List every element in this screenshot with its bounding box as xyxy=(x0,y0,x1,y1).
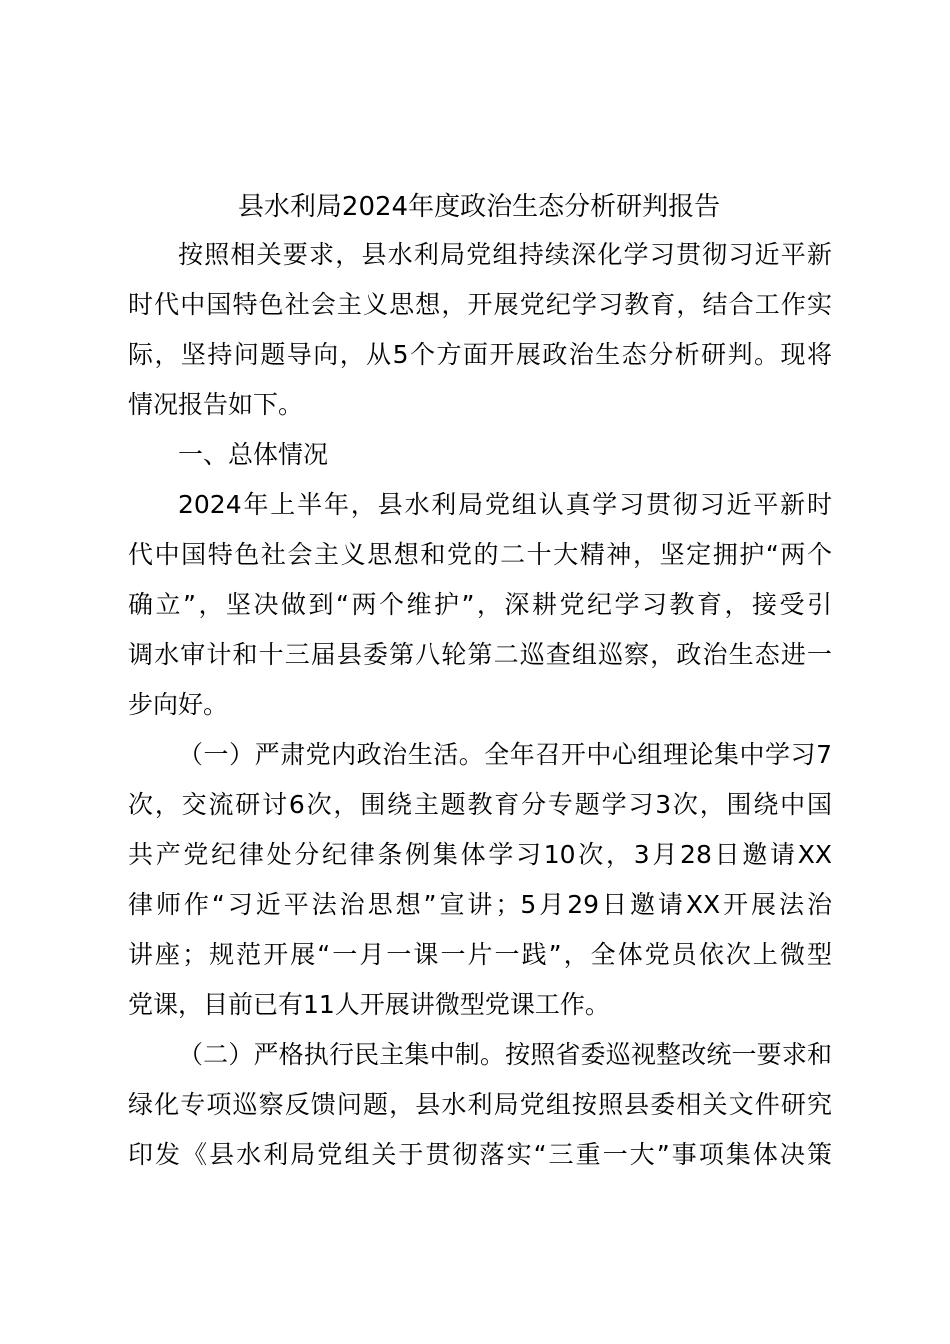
section1-heading: 一、总体情况 xyxy=(178,440,329,469)
item2-line-3: 印发《县水利局党组关于贯彻落实“三重一大”事项集体决策 xyxy=(128,1140,832,1169)
item1-line-4: 律师作“习近平法治思想”宣讲；5月29日邀请XX开展法治 xyxy=(128,890,832,919)
intro-line-4: 情况报告如下。 xyxy=(128,390,304,419)
section1-line-1: 2024年上半年，县水利局党组认真学习贯彻习近平新时 xyxy=(178,490,832,519)
intro-line-2: 时代中国特色社会主义思想，开展党纪学习教育，结合工作实 xyxy=(128,290,832,319)
item1-line-6: 党课，目前已有11人开展讲微型党课工作。 xyxy=(128,990,610,1019)
item1-line-5: 讲座；规范开展“一月一课一片一践”，全体党员依次上微型 xyxy=(128,940,832,969)
item1-line-2: 次，交流研讨6次，围绕主题教育分专题学习3次，围绕中国 xyxy=(128,790,832,819)
section1-line-5: 步向好。 xyxy=(128,690,229,719)
item2-line-1: （二）严格执行民主集中制。按照省委巡视整改统一要求和 xyxy=(178,1040,832,1069)
document-title: 县水利局2024年度政治生态分析研判报告 xyxy=(237,192,721,222)
intro-line-1: 按照相关要求，县水利局党组持续深化学习贯彻习近平新 xyxy=(178,240,832,269)
section1-line-2: 代中国特色社会主义思想和党的二十大精神，坚定拥护“两个 xyxy=(128,540,832,569)
item1-line-1: （一）严肃党内政治生活。全年召开中心组理论集中学习7 xyxy=(178,740,832,769)
section1-line-4: 调水审计和十三届县委第八轮第二巡查组巡察，政治生态进一 xyxy=(128,640,832,669)
section1-line-3: 确立”，坚决做到“两个维护”，深耕党纪学习教育，接受引 xyxy=(128,590,832,619)
item1-line-3: 共产党纪律处分纪律条例集体学习10次，3月28日邀请XX xyxy=(128,840,832,869)
intro-line-3: 际，坚持问题导向，从5个方面开展政治生态分析研判。现将 xyxy=(128,340,832,369)
item2-line-2: 绿化专项巡察反馈问题，县水利局党组按照县委相关文件研究 xyxy=(128,1090,832,1119)
